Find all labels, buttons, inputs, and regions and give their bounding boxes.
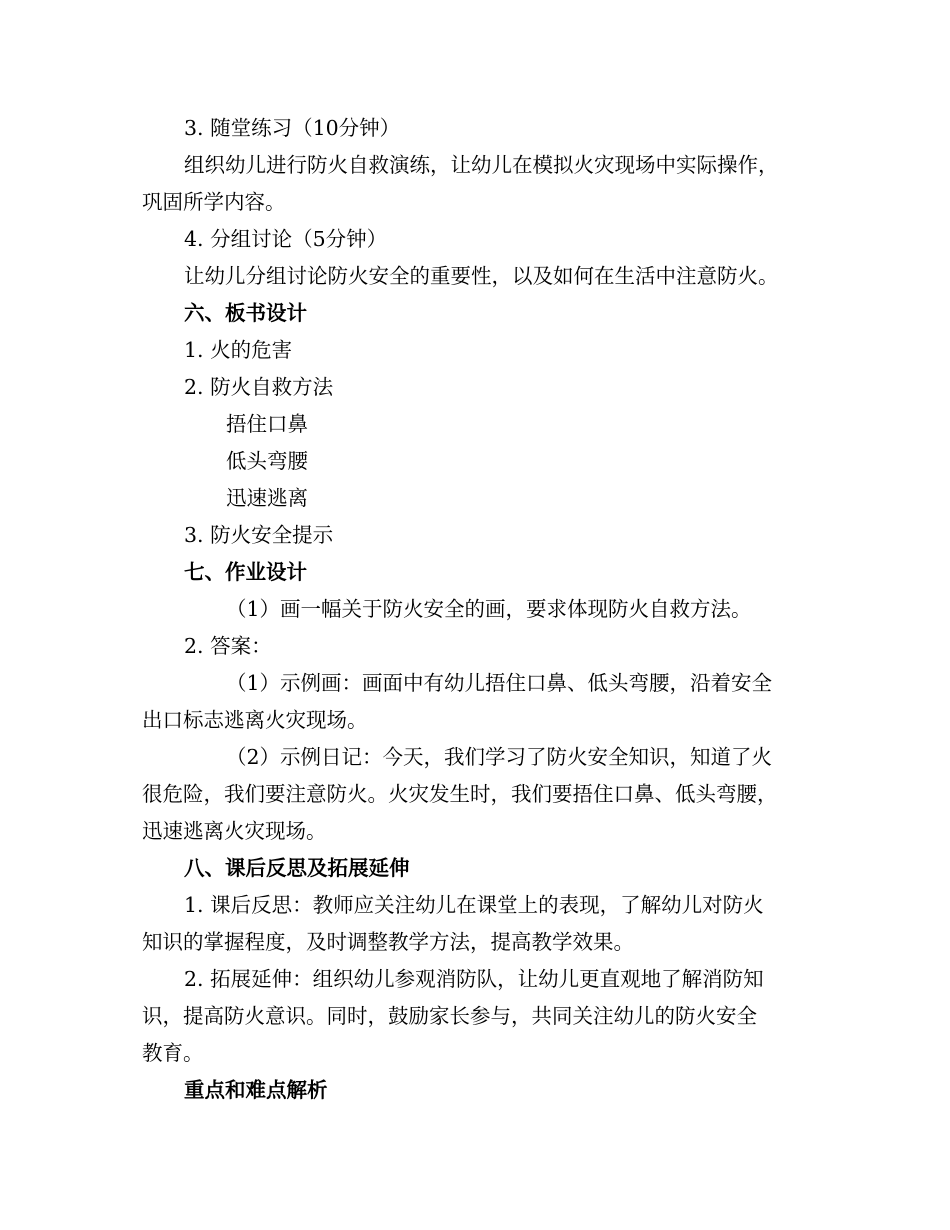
sub-list-item: 低头弯腰 [226,449,308,473]
list-item: 3. 防火安全提示 [184,523,334,547]
paragraph-line: （2）示例日记：今天，我们学习了防火安全知识，知道了火 [226,745,773,769]
paragraph-line: 2. 拓展延伸：组织幼儿参观消防队，让幼儿更直观地了解消防知 [184,967,764,991]
paragraph-line: 组织幼儿进行防火自救演练，让幼儿在模拟火灾现场中实际操作， [184,153,779,177]
sub-list-item: 迅速逃离 [226,486,308,510]
paragraph-line: 很危险，我们要注意防火。火灾发生时，我们要捂住口鼻、低头弯腰， [142,782,778,806]
paragraph-line: 1. 课后反思：教师应关注幼儿在课堂上的表现，了解幼儿对防火 [184,893,764,917]
paragraph-line: 出口标志逃离火灾现场。 [142,708,368,732]
list-item: 2. 防火自救方法 [184,375,334,399]
section-heading-homework: 七、作业设计 [184,560,307,584]
document-body [142,110,812,1109]
list-item: 1. 火的危害 [184,338,293,362]
section-heading-key-points: 重点和难点解析 [184,1078,328,1102]
section-heading-reflection: 八、课后反思及拓展延伸 [184,856,410,880]
exercise-heading: 3. 随堂练习（10分钟） [184,116,401,140]
discussion-heading: 4. 分组讨论（5分钟） [184,227,388,251]
paragraph-line: （1）画一幅关于防火安全的画，要求体现防火自救方法。 [226,597,752,621]
paragraph-line: （1）示例画：画面中有幼儿捂住口鼻、低头弯腰，沿着安全 [226,671,773,695]
section-heading-board-design: 六、板书设计 [184,301,307,325]
paragraph-line: 让幼儿分组讨论防火安全的重要性，以及如何在生活中注意防火。 [184,264,779,288]
sub-list-item: 捂住口鼻 [226,412,308,436]
paragraph-line: 迅速逃离火灾现场。 [142,819,327,843]
paragraph-line: 巩固所学内容。 [142,190,286,214]
paragraph-line: 识，提高防火意识。同时，鼓励家长参与，共同关注幼儿的防火安全 [142,1004,757,1028]
list-item: 2. 答案： [184,634,272,658]
paragraph-line: 知识的掌握程度，及时调整教学方法，提高教学效果。 [142,930,634,954]
paragraph-line: 教育。 [142,1041,204,1065]
